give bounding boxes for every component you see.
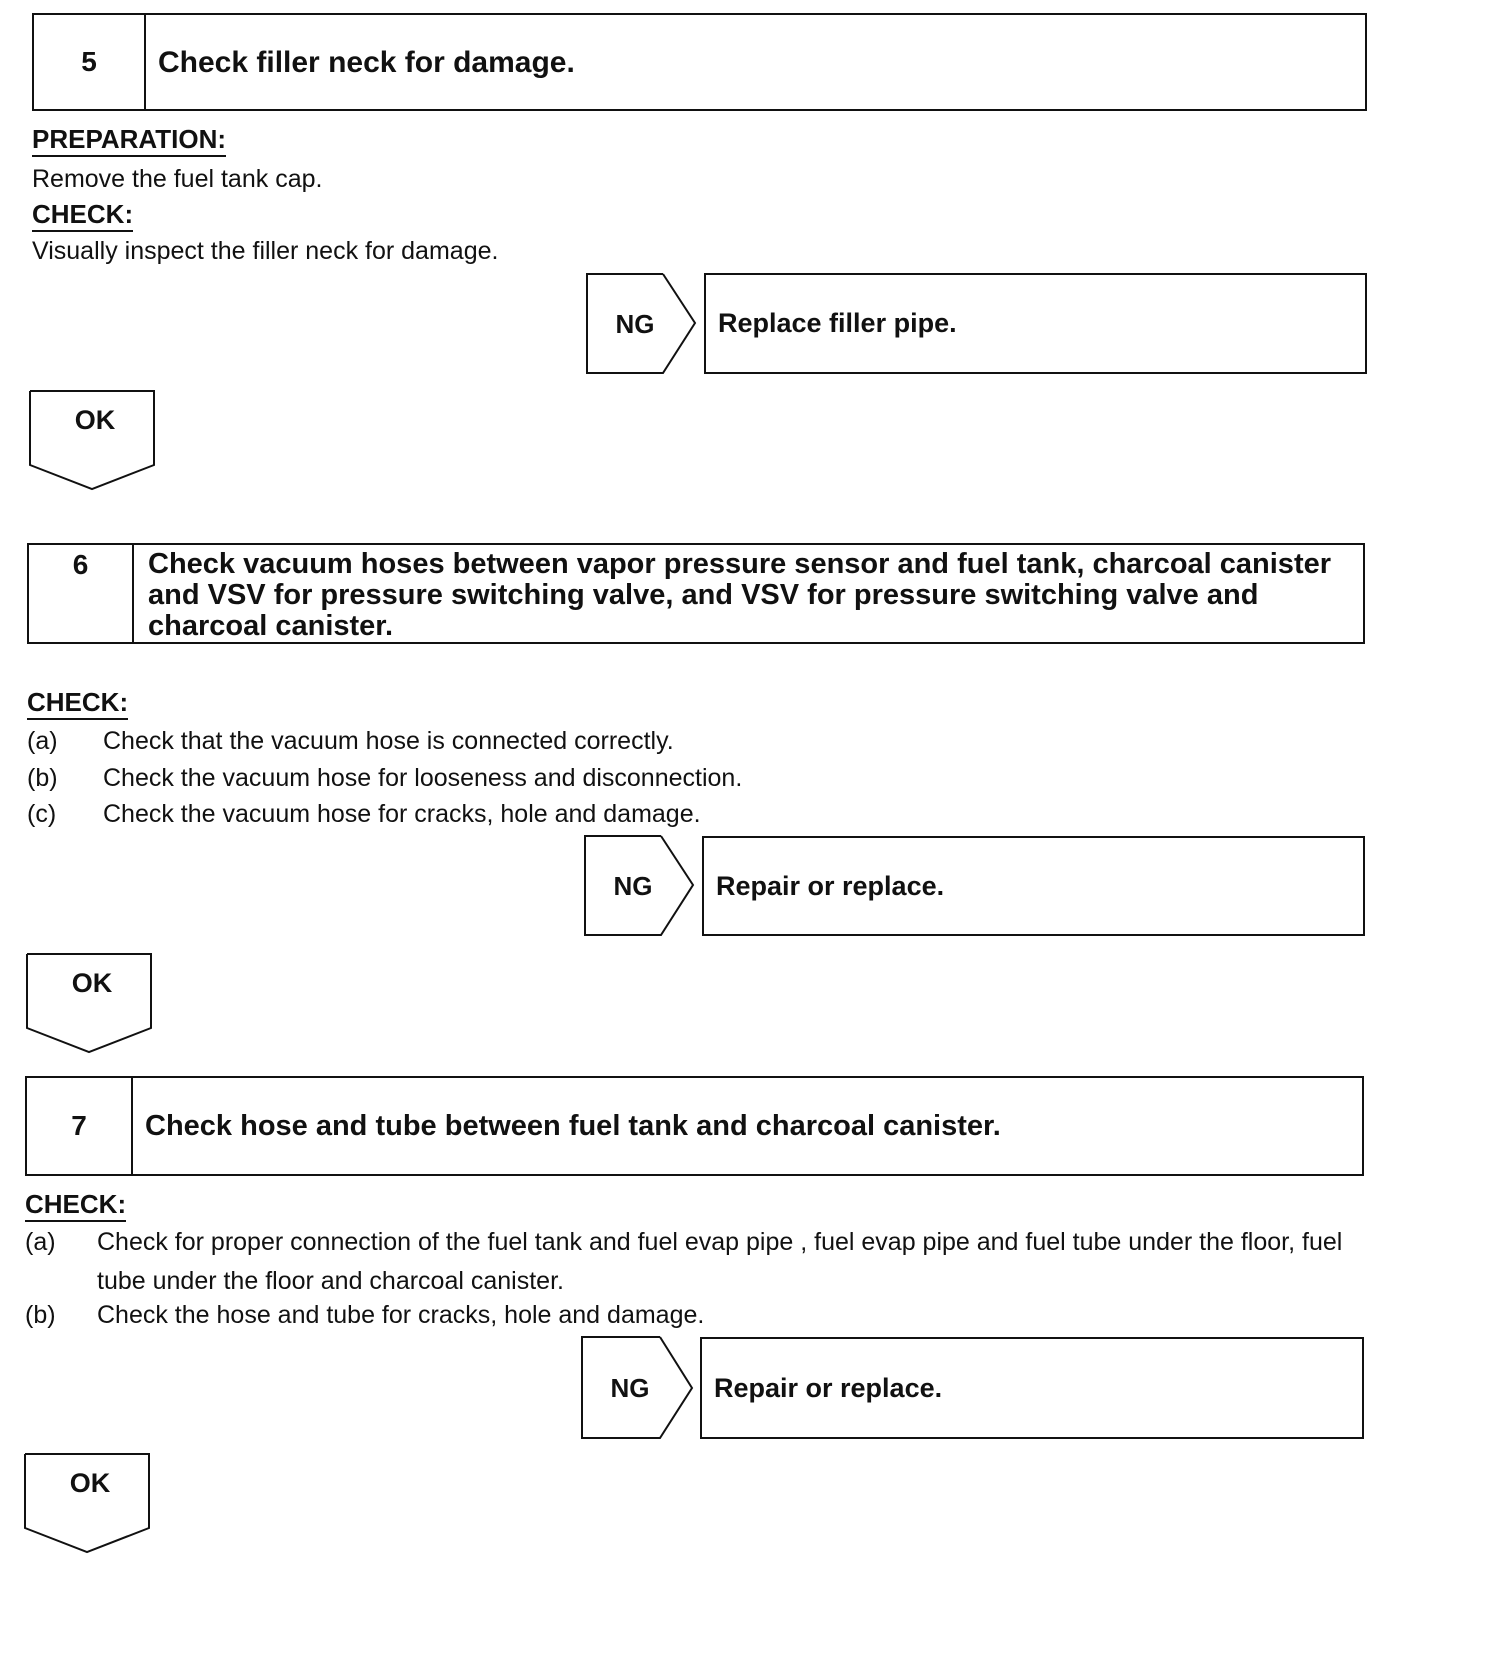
check-item-label: (c) [27, 800, 57, 828]
check-item-text: Check the vacuum hose for cracks, hole and damage. [103, 800, 701, 828]
check-item-label: (a) [27, 727, 58, 755]
check-item [27, 759, 1327, 798]
check-heading: CHECK: [32, 199, 133, 232]
ok-label: OK [74, 405, 116, 435]
check-heading: CHECK: [27, 687, 128, 720]
step-title: Check filler neck for damage. [158, 45, 575, 79]
check-item-text: Check for proper connection of the fuel tank and fuel evap pipe , fuel evap pipe and fuel tube under the floor, fuel tube under the floor and charcoal canister. [97, 1228, 1343, 1295]
check-item-label: (a) [25, 1228, 56, 1256]
check-item [27, 722, 1327, 761]
ng-label: NG [615, 308, 655, 339]
check-heading: CHECK: [25, 1189, 126, 1222]
ng-action-box: Repair or replace. [702, 836, 1365, 936]
check-item-label: (b) [27, 764, 58, 792]
step-number: 7 [27, 1078, 133, 1174]
preparation-text: Remove the fuel tank cap. [32, 165, 323, 193]
preparation-heading: PREPARATION: [32, 124, 226, 157]
step-5-header [32, 13, 1367, 111]
step-number: 6 [29, 545, 134, 642]
check-item-label: (b) [25, 1301, 56, 1329]
check-text: Visually inspect the filler neck for damage. [32, 237, 499, 265]
ng-label: NG [613, 870, 653, 901]
step-number: 5 [34, 15, 146, 109]
ok-label: OK [71, 968, 113, 998]
ok-label: OK [69, 1468, 111, 1498]
step-7-header [25, 1076, 1364, 1176]
check-item-text: Check that the vacuum hose is connected correctly. [103, 727, 674, 755]
step-title: Check hose and tube between fuel tank and charcoal canister. [145, 1109, 1001, 1142]
step-title: Check vacuum hoses between vapor pressure sensor and fuel tank, charcoal canister and VSV for pressure switching valve, and VSV for pressure switching valve and charcoal canister. [148, 548, 1332, 642]
ng-branch-arrow [585, 273, 703, 381]
ok-branch-arrow [23, 1452, 157, 1564]
check-item-text: Check the hose and tube for cracks, hole and damage. [97, 1301, 705, 1329]
ng-action-box: Repair or replace. [700, 1337, 1364, 1439]
check-item-text: Check the vacuum hose for looseness and disconnection. [103, 764, 743, 792]
ng-action-box: Replace filler pipe. [704, 273, 1367, 374]
check-item [27, 795, 1327, 834]
check-item [25, 1223, 1385, 1301]
ng-branch-arrow [580, 1336, 698, 1444]
ok-branch-arrow [25, 952, 159, 1064]
ng-branch-arrow [583, 835, 701, 943]
step-6-header [27, 543, 1365, 644]
ng-label: NG [610, 1372, 650, 1403]
check-item [25, 1296, 1385, 1335]
ok-branch-arrow [28, 389, 162, 501]
